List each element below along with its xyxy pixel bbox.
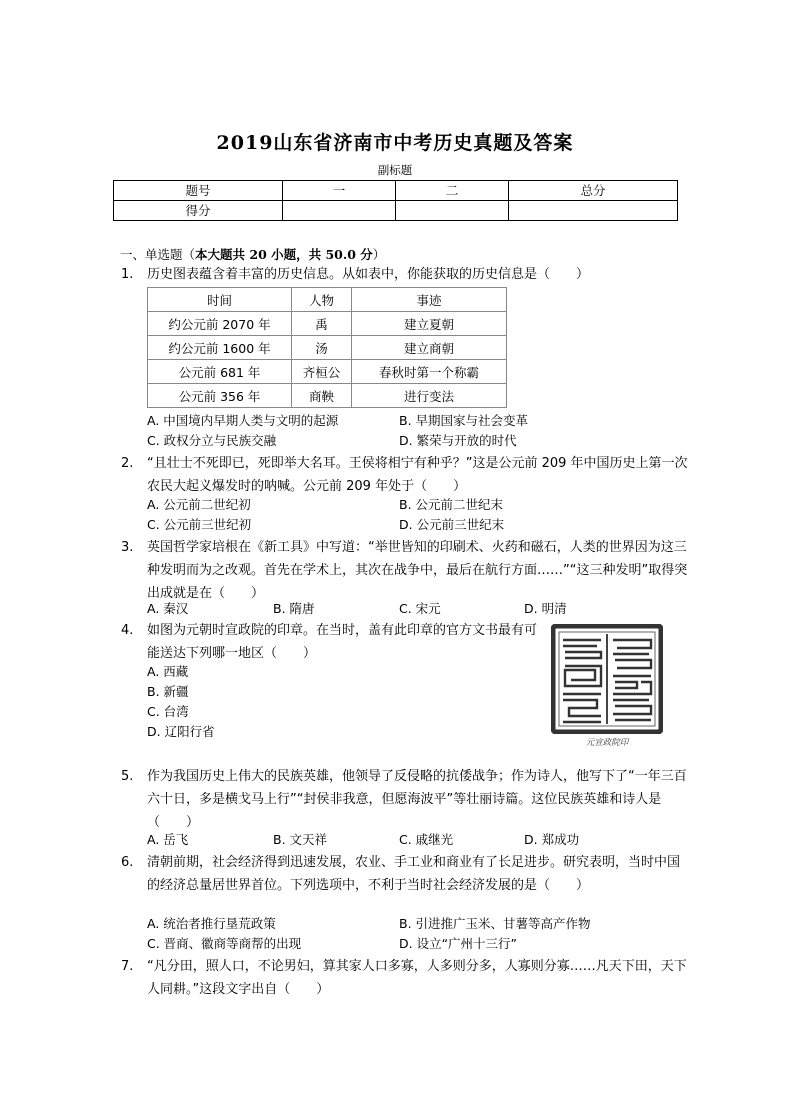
option-d: D. 辽阳行省	[147, 724, 215, 739]
question-text: 如图为元朝时宣政院的印章。在当时，盖有此印章的官方文书最有可能送达下列哪一地区（ ）	[147, 623, 538, 661]
seal-image	[551, 624, 663, 734]
option-a: A. 西藏	[147, 664, 189, 679]
option-c: C. 公元前三世纪初	[147, 517, 252, 532]
option-b: B. 新疆	[147, 684, 189, 699]
score-row-label: 得分	[114, 201, 283, 221]
table-cell: 约公元前 1600 年	[148, 336, 292, 360]
option-c: C. 戚继光	[399, 832, 454, 847]
question-number: 3.	[121, 540, 134, 555]
history-table	[147, 287, 507, 408]
question-text: “凡分田，照人口，不论男妇，算其家人口多寡，人多则分多，人寡则分寡……凡天下田，天下人同耕。”这段文字出自（ ）	[147, 959, 687, 997]
question-number: 2.	[121, 456, 134, 471]
option-a: A. 统治者推行垦荒政策	[147, 916, 276, 931]
score-cell	[509, 201, 678, 221]
column-header: 事迹	[352, 288, 507, 312]
table-row	[148, 384, 507, 408]
option-b: B. 公元前二世纪末	[399, 497, 504, 512]
table-cell: 齐桓公	[292, 360, 352, 384]
table-cell: 商鞅	[292, 384, 352, 408]
section-suffix: ）	[372, 247, 386, 262]
score-header-cell: 总分	[509, 181, 678, 201]
table-row	[148, 312, 507, 336]
option-d: D. 明清	[524, 601, 567, 616]
score-header-cell: 题号	[114, 181, 283, 201]
table-cell: 春秋时第一个称霸	[352, 360, 507, 384]
option-b: B. 文天祥	[273, 832, 328, 847]
option-c: C. 宋元	[399, 601, 441, 616]
section-heading	[120, 245, 385, 263]
column-header: 人物	[292, 288, 352, 312]
option-d: D. 公元前三世纪末	[399, 517, 505, 532]
score-cell	[283, 201, 396, 221]
history-table-header	[148, 288, 507, 312]
option-a: A. 公元前二世纪初	[147, 497, 251, 512]
page-subtitle: 副标题	[377, 163, 413, 177]
section-detail: 本大题共 20 小题，共 50.0 分	[195, 247, 373, 262]
option-a: A. 岳飞	[147, 832, 189, 847]
column-header: 时间	[148, 288, 292, 312]
score-table-header-row	[114, 181, 678, 201]
score-header-cell: 一	[283, 181, 396, 201]
option-d: D. 设立“广州十三行”	[399, 936, 518, 951]
table-cell: 进行变法	[352, 384, 507, 408]
question-number: 1.	[121, 267, 134, 282]
option-a: A. 中国境内早期人类与文明的起源	[147, 413, 339, 428]
score-table-row	[114, 201, 678, 221]
question-number: 4.	[121, 623, 134, 638]
table-cell: 公元前 681 年	[148, 360, 292, 384]
question-text: 英国哲学家培根在《新工具》中写道：“举世皆知的印刷术、火药和磁石，人类的世界因为这三种发明而为之改观。首先在学术上，其次在战争中，最后在航行方面……”“这三种发明”取得突出成就是在（ ）	[147, 540, 688, 601]
page-title: 2019山东省济南市中考历史真题及答案	[216, 132, 574, 154]
score-table	[113, 180, 678, 221]
seal-caption: 元宣政院印	[585, 738, 629, 748]
table-cell: 建立夏朝	[352, 312, 507, 336]
option-c: C. 政权分立与民族交融	[147, 433, 277, 448]
option-c: C. 台湾	[147, 704, 189, 719]
option-d: D. 郑成功	[524, 832, 580, 847]
table-cell: 汤	[292, 336, 352, 360]
table-row	[148, 360, 507, 384]
question-number: 7.	[121, 959, 134, 974]
option-b: B. 早期国家与社会变革	[399, 413, 529, 428]
table-row	[148, 336, 507, 360]
table-cell: 建立商朝	[352, 336, 507, 360]
question-number: 5.	[121, 769, 134, 784]
question-text: “且壮士不死即已，死即举大名耳。王侯将相宁有种乎？”这是公元前 209 年中国历史上第一次农民大起义爆发时的呐喊。公元前 209 年处于（ ）	[147, 456, 688, 494]
option-b: B. 隋唐	[273, 601, 315, 616]
score-header-cell: 二	[396, 181, 509, 201]
option-b: B. 引进推广玉米、甘薯等高产作物	[399, 916, 591, 931]
option-a: A. 秦汉	[147, 601, 189, 616]
table-cell: 约公元前 2070 年	[148, 312, 292, 336]
option-d: D. 繁荣与开放的时代	[399, 433, 517, 448]
score-cell	[396, 201, 509, 221]
table-cell: 公元前 356 年	[148, 384, 292, 408]
section-prefix: 一、单选题（	[120, 247, 196, 262]
question-number: 6.	[121, 855, 134, 870]
option-c: C. 晋商、徽商等商帮的出现	[147, 936, 302, 951]
table-cell: 禹	[292, 312, 352, 336]
question-text: 清朝前期，社会经济得到迅速发展，农业、手工业和商业有了长足进步。研究表明，当时中国的经济总量居世界首位。下列选项中，不利于当时社会经济发展的是（ ）	[147, 855, 681, 893]
question-text: 历史图表蕴含着丰富的历史信息。从如表中，你能获取的历史信息是（ ）	[147, 267, 590, 282]
question-text: 作为我国历史上伟大的民族英雄，他领导了反侵略的抗倭战争；作为诗人，他写下了“一年三百六十日，多是横戈马上行”“封侯非我意，但愿海波平”等壮丽诗篇。这位民族英雄和诗人是（ ）	[147, 769, 687, 830]
